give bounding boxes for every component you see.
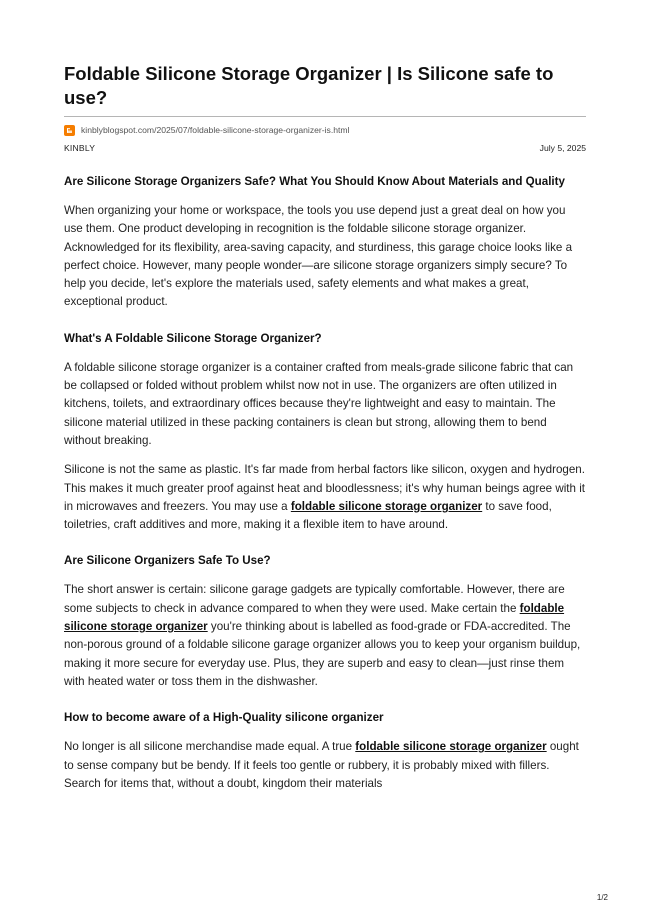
paragraph-safety-answer xyxy=(64,581,586,691)
source-url[interactable]: kinblyblogspot.com/2025/07/foldable-silicone-storage-organizer-is.html xyxy=(81,125,350,135)
product-link[interactable]: foldable silicone storage organizer xyxy=(355,740,547,754)
text-span: The short answer is certain: silicone garage gadgets are typically comfortable. However, there are some subjects to check in advance compared to when they were used. Make certain the xyxy=(64,583,565,615)
article xyxy=(64,62,586,793)
blogger-icon xyxy=(64,125,75,136)
page-number: 1/2 xyxy=(596,893,608,902)
text-span: Silicone is not the same as plastic. It's far made from herbal factors like silicon, oxygen and hydrogen. This makes it much greater proof against heat and bloodlessness; it's why human beings agree with it in microwaves and freezers. You may use a xyxy=(64,463,585,513)
section-heading-quality: How to become aware of a High-Quality silicone organizer xyxy=(64,711,384,725)
article-title: Foldable Silicone Storage Organizer | Is Silicone safe to use? xyxy=(64,63,554,108)
text-span: you're thinking about is labelled as food-grade or FDA-accredited. The non-porous ground of a foldable silicone garage organizer allows you to keep your organism buildup, making it more secure for everyday use. Plus, they are superb and easy to clean—just rinse them with heated water or toss them in the dishwasher. xyxy=(64,620,581,688)
product-link[interactable]: foldable silicone storage organizer xyxy=(64,601,565,634)
text-span: ought to sense company but be bendy. If it feels too gentle or rubbery, it is probably mixed with fillers. Search for items that, without a doubt, kingdom their materials xyxy=(64,740,579,790)
article-meta xyxy=(64,143,586,153)
paragraph-silicone-vs-plastic xyxy=(64,461,586,534)
section-heading-safety: Are Silicone Storage Organizers Safe? What You Should Know About Materials and Quality xyxy=(64,175,565,188)
paragraph-intro: When organizing your home or workspace, the tools you use depend just a great deal on how you use them. One product developing in recognition is the foldable silicone storage organizer. Acknowledged for its flexibility, area-saving capacity, and sturdiness, this garage choice looks like a perfect choice. However, many people wonder—are silicone storage organizers simply secure? To help you decide, let's explore the materials used, safety elements and what makes a great, exceptional product. xyxy=(64,204,573,309)
paragraph-definition: A foldable silicone storage organizer is a container crafted from meals-grade silicone fabric that can be collapsed or folded without problem whilst now not in use. The organizers are often utilized in kitchens, toilets, and extraordinary offices because they're lightweight and easy to maintain. The silicone material utilized in these packing containers is clean but strong, allowing them to bend without breaking. xyxy=(64,360,574,447)
text-span: to save food, toiletries, craft additives and more, making it a flexible item to have around. xyxy=(64,499,552,532)
text-span: No longer is all silicone merchandise made equal. A true xyxy=(64,740,356,754)
section-heading-what-is: What's A Foldable Silicone Storage Organizer? xyxy=(64,331,322,345)
paragraph-quality xyxy=(64,738,586,793)
product-link[interactable]: foldable silicone storage organizer xyxy=(290,499,483,513)
source-url-row xyxy=(64,123,586,137)
publish-date: July 5, 2025 xyxy=(539,143,586,153)
title-divider xyxy=(64,116,586,117)
section-heading-safe-to-use: Are Silicone Organizers Safe To Use? xyxy=(64,554,271,568)
author-name: KINBLY xyxy=(64,143,96,153)
